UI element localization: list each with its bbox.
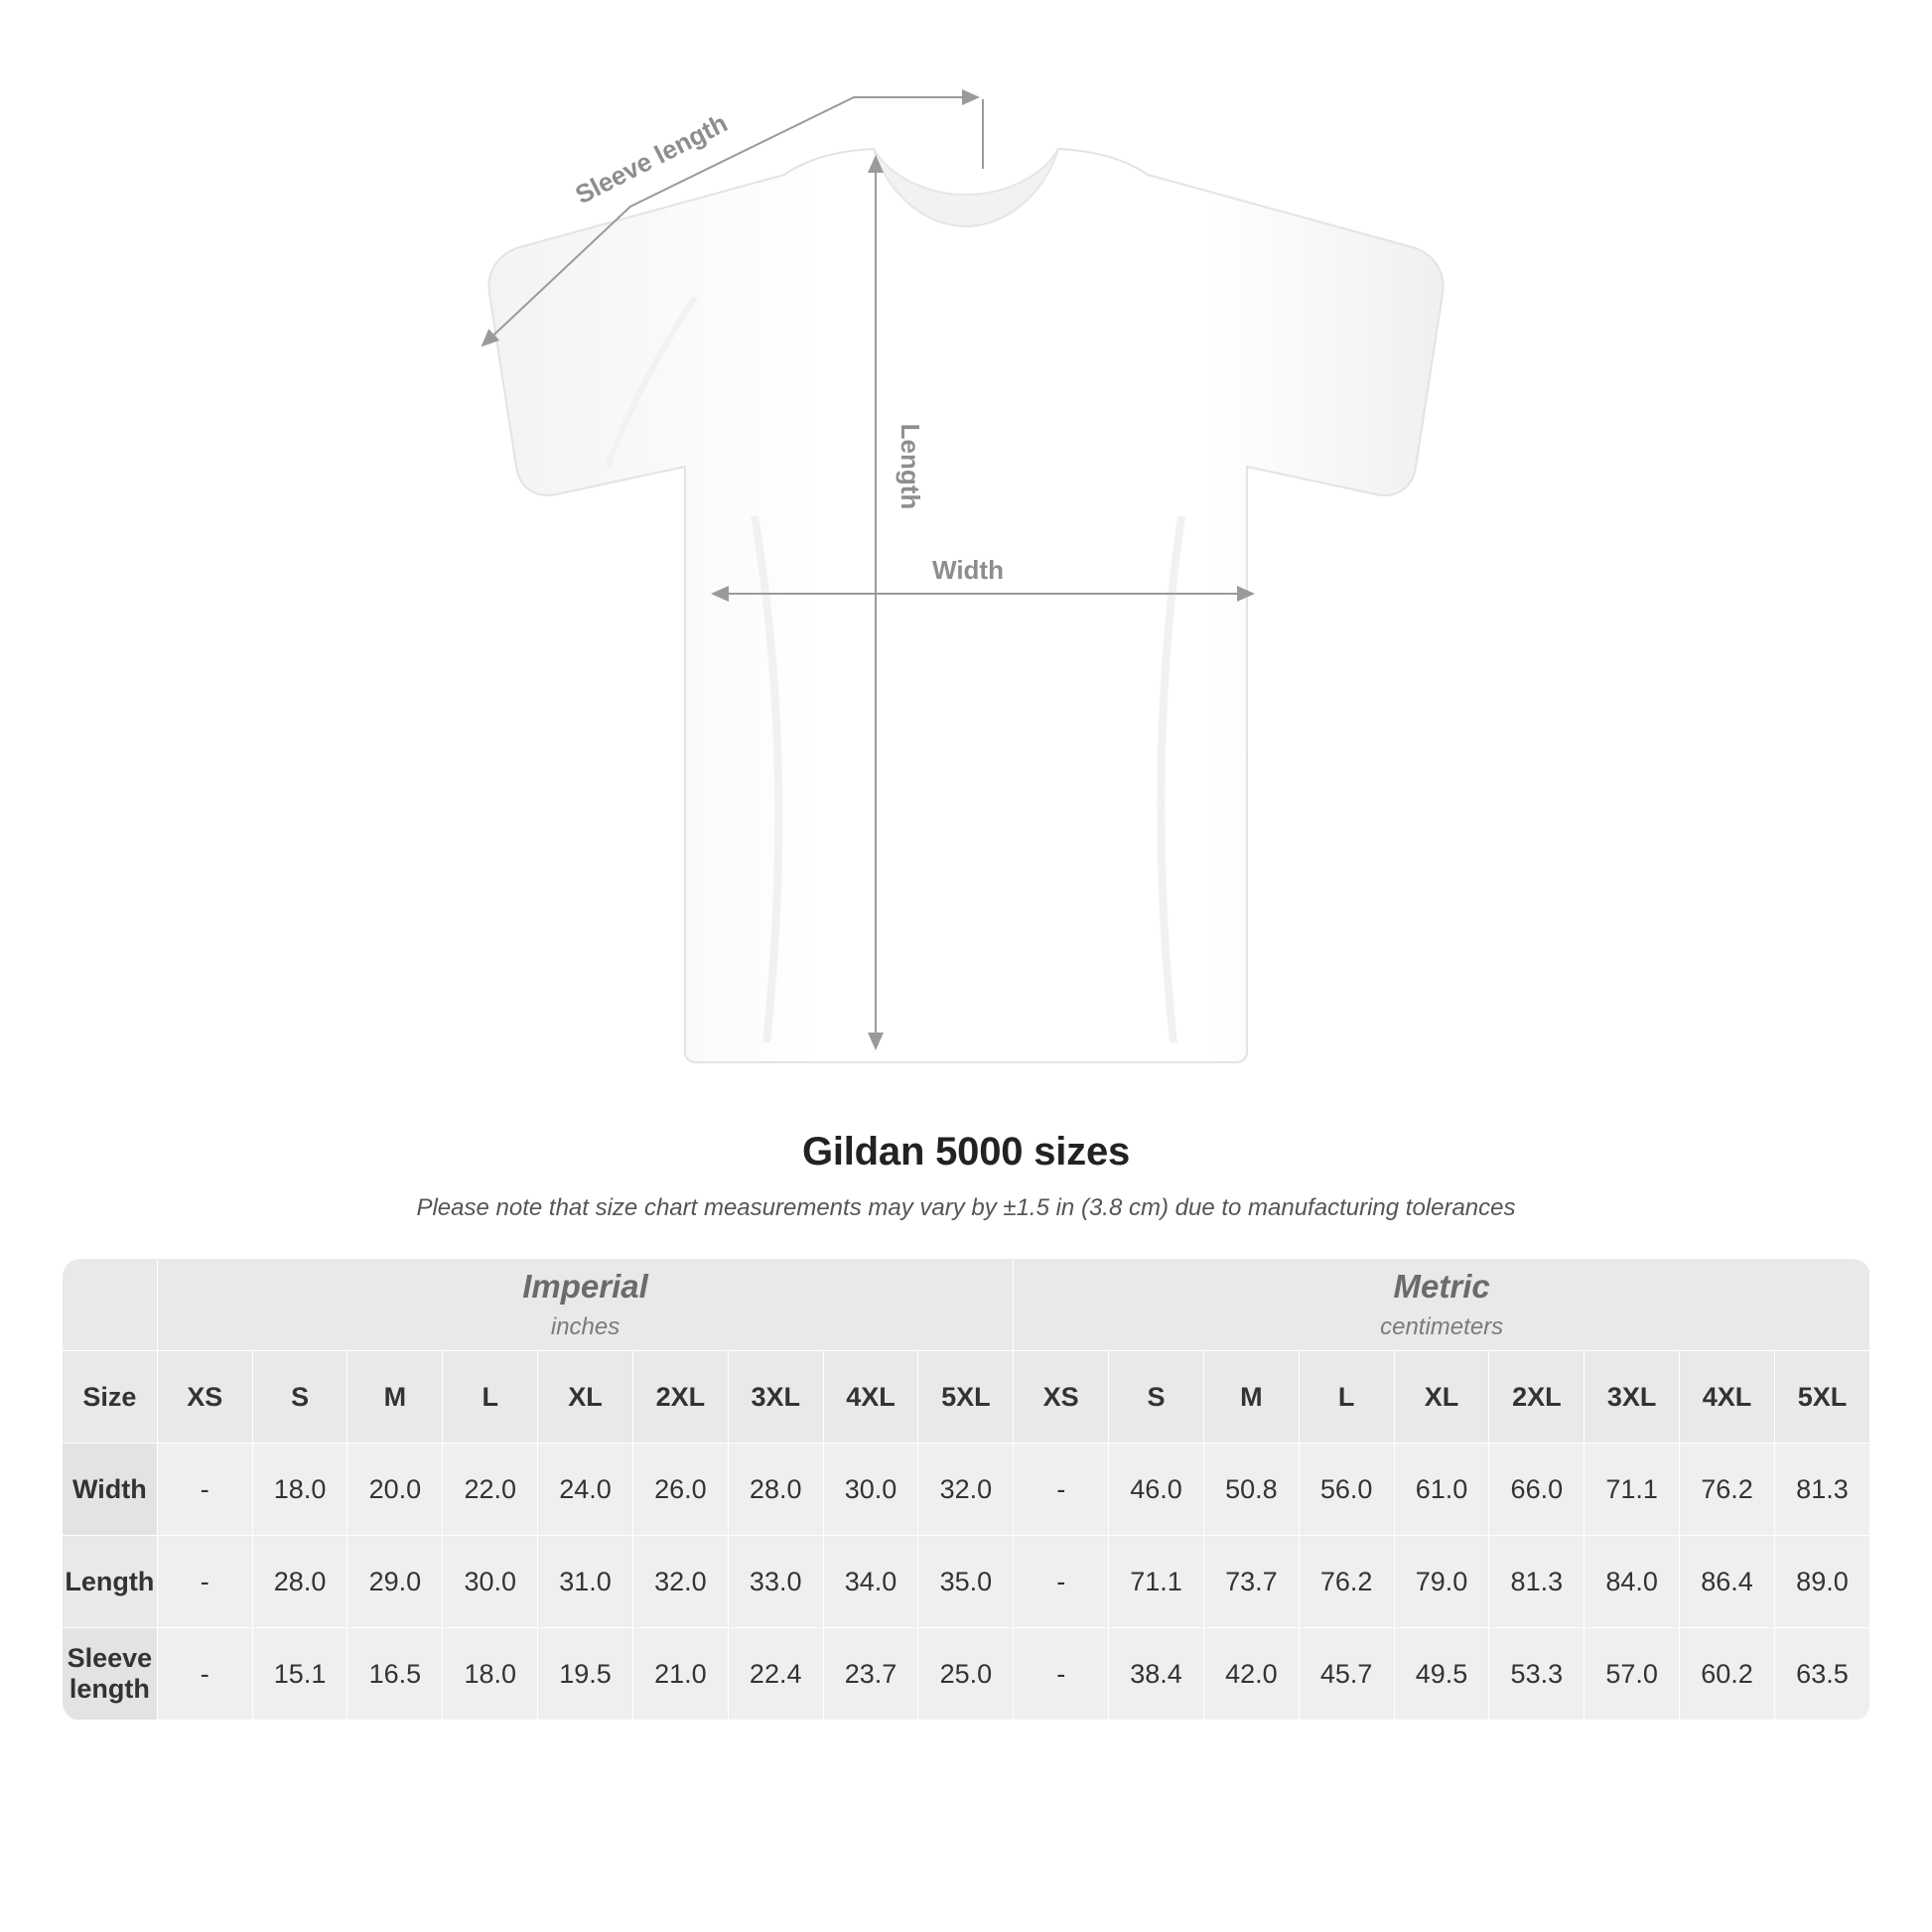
unit-name-imperial: Imperial bbox=[522, 1268, 648, 1305]
unit-sub-imperial: inches bbox=[550, 1313, 621, 1340]
cell-length-metric-m: 73.7 bbox=[1203, 1536, 1299, 1628]
tshirt-shape bbox=[488, 149, 1443, 1062]
cell-length-metric-4xl: 86.4 bbox=[1680, 1536, 1775, 1628]
cell-sleeve-metric-l: 45.7 bbox=[1299, 1628, 1394, 1721]
cell-width-imperial-3xl: 28.0 bbox=[728, 1444, 823, 1536]
cell-width-imperial-2xl: 26.0 bbox=[632, 1444, 728, 1536]
cell-sleeve-imperial-xs: - bbox=[157, 1628, 252, 1721]
cell-width-metric-m: 50.8 bbox=[1203, 1444, 1299, 1536]
cell-sleeve-metric-4xl: 60.2 bbox=[1680, 1628, 1775, 1721]
row-label-length: Length bbox=[63, 1536, 158, 1628]
cell-length-imperial-m: 29.0 bbox=[347, 1536, 443, 1628]
cell-width-imperial-xs: - bbox=[157, 1444, 252, 1536]
table-row bbox=[63, 1628, 1870, 1721]
cell-sleeve-metric-3xl: 57.0 bbox=[1585, 1628, 1680, 1721]
cell-length-metric-xs: - bbox=[1014, 1536, 1109, 1628]
cell-sleeve-imperial-s: 15.1 bbox=[252, 1628, 347, 1721]
size-col-imperial-m: M bbox=[347, 1351, 443, 1444]
size-col-imperial-3xl: 3XL bbox=[728, 1351, 823, 1444]
unit-group-metric bbox=[1014, 1259, 1870, 1351]
cell-sleeve-imperial-m: 16.5 bbox=[347, 1628, 443, 1721]
size-table bbox=[62, 1258, 1870, 1721]
cell-sleeve-imperial-2xl: 21.0 bbox=[632, 1628, 728, 1721]
size-table-wrapper bbox=[62, 1258, 1870, 1721]
cell-width-metric-3xl: 71.1 bbox=[1585, 1444, 1680, 1536]
cell-length-metric-l: 76.2 bbox=[1299, 1536, 1394, 1628]
unit-sub-metric: centimeters bbox=[1380, 1313, 1504, 1340]
row-label-width: Width bbox=[63, 1444, 158, 1536]
size-col-metric-5xl: 5XL bbox=[1774, 1351, 1869, 1444]
cell-length-imperial-2xl: 32.0 bbox=[632, 1536, 728, 1628]
size-col-imperial-xs: XS bbox=[157, 1351, 252, 1444]
chart-note: Please note that size chart measurements may vary by ±1.5 in (3.8 cm) due to manufacturing tolerances bbox=[416, 1194, 1516, 1221]
size-col-imperial-l: L bbox=[443, 1351, 538, 1444]
size-header-row bbox=[63, 1351, 1870, 1444]
cell-sleeve-imperial-4xl: 23.7 bbox=[823, 1628, 918, 1721]
cell-sleeve-metric-xl: 49.5 bbox=[1394, 1628, 1489, 1721]
cell-width-metric-5xl: 81.3 bbox=[1774, 1444, 1869, 1536]
cell-width-imperial-xl: 24.0 bbox=[538, 1444, 633, 1536]
size-col-imperial-s: S bbox=[252, 1351, 347, 1444]
cell-width-imperial-5xl: 32.0 bbox=[918, 1444, 1014, 1536]
unit-group-imperial bbox=[157, 1259, 1013, 1351]
cell-sleeve-imperial-l: 18.0 bbox=[443, 1628, 538, 1721]
size-col-imperial-5xl: 5XL bbox=[918, 1351, 1014, 1444]
cell-width-imperial-m: 20.0 bbox=[347, 1444, 443, 1536]
size-col-metric-3xl: 3XL bbox=[1585, 1351, 1680, 1444]
cell-width-imperial-4xl: 30.0 bbox=[823, 1444, 918, 1536]
width-label: Width bbox=[932, 555, 1004, 585]
cell-sleeve-metric-5xl: 63.5 bbox=[1774, 1628, 1869, 1721]
cell-length-metric-xl: 79.0 bbox=[1394, 1536, 1489, 1628]
table-row bbox=[63, 1536, 1870, 1628]
size-col-metric-m: M bbox=[1203, 1351, 1299, 1444]
size-header-label: Size bbox=[63, 1351, 158, 1444]
cell-width-metric-2xl: 66.0 bbox=[1489, 1444, 1585, 1536]
cell-length-metric-3xl: 84.0 bbox=[1585, 1536, 1680, 1628]
size-col-metric-l: L bbox=[1299, 1351, 1394, 1444]
table-row bbox=[63, 1444, 1870, 1536]
chart-title: Gildan 5000 sizes bbox=[801, 1130, 1131, 1173]
cell-sleeve-imperial-xl: 19.5 bbox=[538, 1628, 633, 1721]
length-label: Length bbox=[896, 423, 925, 510]
size-col-metric-s: S bbox=[1109, 1351, 1204, 1444]
cell-sleeve-imperial-5xl: 25.0 bbox=[918, 1628, 1014, 1721]
title-block bbox=[0, 1130, 1932, 1222]
size-col-metric-xl: XL bbox=[1394, 1351, 1489, 1444]
cell-length-metric-s: 71.1 bbox=[1109, 1536, 1204, 1628]
cell-length-imperial-3xl: 33.0 bbox=[728, 1536, 823, 1628]
cell-sleeve-metric-m: 42.0 bbox=[1203, 1628, 1299, 1721]
cell-width-metric-xl: 61.0 bbox=[1394, 1444, 1489, 1536]
row-label-sleeve-length: Sleeve length bbox=[63, 1628, 158, 1721]
cell-length-imperial-4xl: 34.0 bbox=[823, 1536, 918, 1628]
size-col-imperial-xl: XL bbox=[538, 1351, 633, 1444]
cell-length-metric-5xl: 89.0 bbox=[1774, 1536, 1869, 1628]
cell-length-imperial-s: 28.0 bbox=[252, 1536, 347, 1628]
cell-length-imperial-xl: 31.0 bbox=[538, 1536, 633, 1628]
cell-width-imperial-s: 18.0 bbox=[252, 1444, 347, 1536]
cell-width-metric-l: 56.0 bbox=[1299, 1444, 1394, 1536]
size-col-metric-2xl: 2XL bbox=[1489, 1351, 1585, 1444]
cell-sleeve-metric-xs: - bbox=[1014, 1628, 1109, 1721]
table-corner-blank bbox=[63, 1259, 158, 1351]
cell-length-imperial-5xl: 35.0 bbox=[918, 1536, 1014, 1628]
size-col-metric-4xl: 4XL bbox=[1680, 1351, 1775, 1444]
size-col-imperial-4xl: 4XL bbox=[823, 1351, 918, 1444]
size-col-imperial-2xl: 2XL bbox=[632, 1351, 728, 1444]
cell-width-metric-s: 46.0 bbox=[1109, 1444, 1204, 1536]
cell-sleeve-metric-s: 38.4 bbox=[1109, 1628, 1204, 1721]
sleeve-length-label: Sleeve length bbox=[570, 107, 733, 210]
cell-width-metric-4xl: 76.2 bbox=[1680, 1444, 1775, 1536]
size-col-metric-xs: XS bbox=[1014, 1351, 1109, 1444]
cell-length-metric-2xl: 81.3 bbox=[1489, 1536, 1585, 1628]
cell-sleeve-metric-2xl: 53.3 bbox=[1489, 1628, 1585, 1721]
cell-sleeve-imperial-3xl: 22.4 bbox=[728, 1628, 823, 1721]
cell-width-imperial-l: 22.0 bbox=[443, 1444, 538, 1536]
cell-length-imperial-l: 30.0 bbox=[443, 1536, 538, 1628]
cell-length-imperial-xs: - bbox=[157, 1536, 252, 1628]
cell-width-metric-xs: - bbox=[1014, 1444, 1109, 1536]
unit-header-row bbox=[63, 1259, 1870, 1351]
unit-name-metric: Metric bbox=[1393, 1268, 1490, 1305]
